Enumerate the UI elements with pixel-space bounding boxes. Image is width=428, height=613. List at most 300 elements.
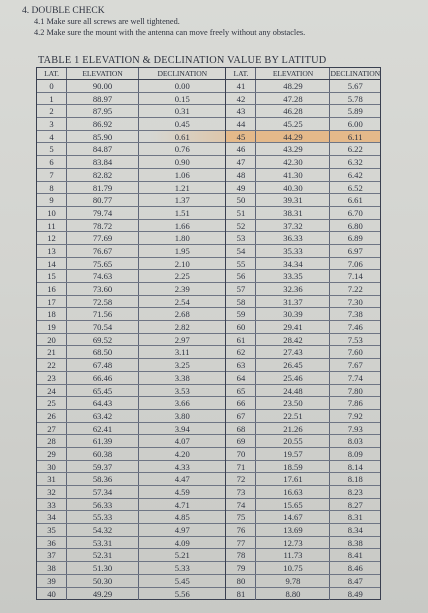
elevation-cell: 65.45 (67, 385, 139, 397)
header-declination: DECLINATION (157, 69, 207, 78)
table-row (37, 270, 225, 283)
table-row (226, 93, 380, 106)
lat-cell: 4 (37, 131, 67, 143)
lat-cell: 80 (226, 575, 256, 587)
lat-cell: 14 (37, 258, 67, 270)
declination-cell: 0.90 (174, 157, 190, 168)
declination-cell: 7.38 (347, 309, 363, 320)
declination-cell: 2.97 (174, 334, 190, 345)
lat-cell: 50 (226, 194, 256, 206)
header-declination: DECLINATION (330, 69, 380, 78)
elevation-cell: 30.39 (256, 308, 330, 320)
lat-cell: 70 (226, 448, 256, 460)
table-row (226, 258, 380, 271)
elevation-cell: 21.26 (256, 423, 330, 435)
declination-cell: 7.53 (347, 334, 363, 345)
lat-cell: 66 (226, 397, 256, 409)
table-row (226, 537, 380, 550)
declination-cell: 5.89 (347, 106, 363, 117)
table-row (226, 169, 380, 182)
lat-cell: 25 (37, 397, 67, 409)
declination-cell: 5.78 (347, 93, 363, 104)
declination-cell: 7.74 (347, 372, 363, 383)
lat-cell: 11 (37, 220, 67, 232)
table-row (226, 334, 380, 347)
declination-cell: 3.66 (174, 398, 190, 409)
lat-cell: 73 (226, 486, 256, 498)
table-row (37, 499, 225, 512)
elevation-cell: 37.32 (256, 220, 330, 232)
table-row (37, 143, 225, 156)
elevation-cell: 26.45 (256, 359, 330, 371)
lat-cell: 55 (226, 258, 256, 270)
declination-cell: 8.27 (347, 499, 363, 510)
declination-cell: 7.06 (347, 258, 363, 269)
declination-cell: 6.70 (347, 207, 363, 218)
elevation-cell: 17.61 (256, 473, 330, 485)
table-title: TABLE 1 ELEVATION & DECLINATION VALUE BY LATITUD (38, 55, 327, 66)
lat-cell: 69 (226, 435, 256, 447)
elevation-cell: 22.51 (256, 410, 330, 422)
table-row (37, 245, 225, 258)
elevation-cell: 84.87 (67, 143, 139, 155)
lat-cell: 15 (37, 270, 67, 282)
elevation-cell: 27.43 (256, 346, 330, 358)
declination-cell: 7.60 (347, 347, 363, 358)
elevation-cell: 61.39 (67, 435, 139, 447)
declination-cell: 3.38 (174, 372, 190, 383)
table-row (226, 182, 380, 195)
elevation-cell: 12.73 (256, 537, 330, 549)
elevation-cell: 18.59 (256, 461, 330, 473)
lat-cell: 38 (37, 562, 67, 574)
declination-cell: 8.47 (347, 575, 363, 586)
elevation-cell: 70.54 (67, 321, 139, 333)
table-row (37, 461, 225, 474)
table-row (226, 385, 380, 398)
declination-cell: 2.39 (174, 284, 190, 294)
elevation-cell: 53.31 (67, 537, 139, 549)
table-row (226, 80, 380, 93)
table-row (226, 245, 380, 258)
lat-cell: 0 (37, 80, 67, 92)
table-row (37, 169, 225, 182)
elevation-cell: 50.30 (67, 575, 139, 587)
declination-cell: 5.33 (174, 563, 190, 574)
declination-cell: 8.03 (347, 436, 363, 447)
table-row (37, 232, 225, 245)
elevation-cell: 14.67 (256, 511, 330, 523)
table-row (37, 537, 225, 550)
table-block-right (226, 68, 380, 599)
table-row (226, 549, 380, 562)
elevation-cell: 33.35 (256, 270, 330, 282)
elevation-cell: 64.43 (67, 397, 139, 409)
declination-cell: 3.53 (174, 385, 190, 396)
elevation-cell: 36.33 (256, 232, 330, 244)
declination-cell: 7.22 (347, 284, 363, 294)
declination-cell: 4.59 (174, 487, 190, 497)
lat-cell: 34 (37, 511, 67, 523)
table-row (226, 105, 380, 118)
declination-cell: 8.14 (347, 461, 363, 472)
declination-cell: 8.31 (347, 512, 363, 523)
elevation-declination-table (36, 67, 381, 600)
lat-cell: 28 (37, 435, 67, 447)
elevation-cell: 13.69 (256, 524, 330, 536)
declination-cell: 7.86 (347, 398, 363, 409)
table-row (37, 93, 225, 106)
table-row (37, 296, 225, 309)
lat-cell: 44 (226, 118, 256, 130)
elevation-cell: 73.60 (67, 283, 139, 295)
lat-cell: 67 (226, 410, 256, 422)
elevation-cell: 47.28 (256, 93, 330, 105)
table-row (37, 588, 225, 601)
elevation-cell: 32.36 (256, 283, 330, 295)
table-row (37, 359, 225, 372)
declination-cell: 4.07 (174, 436, 190, 447)
section-heading: 4. DOUBLE CHECK (22, 6, 105, 16)
elevation-cell: 55.33 (67, 511, 139, 523)
declination-cell: 5.45 (174, 575, 190, 586)
elevation-cell: 79.74 (67, 207, 139, 219)
lat-cell: 52 (226, 220, 256, 232)
lat-cell: 63 (226, 359, 256, 371)
table-row (37, 397, 225, 410)
lat-cell: 20 (37, 334, 67, 346)
lat-cell: 35 (37, 524, 67, 536)
lat-cell: 60 (226, 321, 256, 333)
declination-cell: 8.34 (347, 525, 363, 536)
lat-cell: 18 (37, 308, 67, 320)
table-row (226, 588, 380, 601)
elevation-cell: 44.29 (256, 131, 330, 143)
declination-cell: 4.47 (174, 474, 190, 485)
table-row (37, 118, 225, 131)
declination-cell: 4.33 (174, 461, 190, 472)
table-row (226, 372, 380, 385)
lat-cell: 36 (37, 537, 67, 549)
elevation-cell: 87.95 (67, 105, 139, 117)
table-row (226, 270, 380, 283)
elevation-cell: 25.46 (256, 372, 330, 384)
elevation-cell: 24.48 (256, 385, 330, 397)
table-row (37, 575, 225, 588)
elevation-cell: 15.65 (256, 499, 330, 511)
declination-cell: 2.54 (174, 296, 190, 307)
lat-cell: 37 (37, 549, 67, 561)
lat-cell: 8 (37, 182, 67, 194)
elevation-cell: 10.75 (256, 562, 330, 574)
table-row (37, 283, 225, 296)
lat-cell: 58 (226, 296, 256, 308)
table-row (37, 220, 225, 233)
table-row (37, 321, 225, 334)
lat-cell: 17 (37, 296, 67, 308)
declination-cell: 0.00 (174, 81, 190, 91)
table-row (37, 486, 225, 499)
declination-cell: 1.51 (174, 207, 190, 218)
declination-cell: 6.32 (347, 157, 363, 168)
lat-cell: 61 (226, 334, 256, 346)
declination-cell: 7.93 (347, 423, 363, 434)
lat-cell: 9 (37, 194, 67, 206)
lat-cell: 3 (37, 118, 67, 130)
table-row (37, 131, 225, 144)
declination-cell: 0.31 (174, 106, 190, 117)
table-row (226, 220, 380, 233)
elevation-cell: 71.56 (67, 308, 139, 320)
declination-cell: 7.67 (347, 360, 363, 371)
elevation-cell: 62.41 (67, 423, 139, 435)
lat-cell: 53 (226, 232, 256, 244)
declination-cell: 8.38 (347, 537, 363, 548)
table-row (37, 182, 225, 195)
lat-cell: 6 (37, 156, 67, 168)
lat-cell: 57 (226, 283, 256, 295)
table-row (226, 448, 380, 461)
declination-cell: 1.95 (174, 245, 190, 256)
declination-cell: 4.09 (174, 537, 190, 548)
lat-cell: 65 (226, 385, 256, 397)
lat-cell: 5 (37, 143, 67, 155)
declination-cell: 6.80 (347, 220, 363, 231)
elevation-cell: 66.46 (67, 372, 139, 384)
elevation-cell: 78.72 (67, 220, 139, 232)
elevation-cell: 86.92 (67, 118, 139, 130)
lat-cell: 43 (226, 105, 256, 117)
declination-cell: 7.14 (347, 271, 363, 282)
table-row (226, 486, 380, 499)
elevation-cell: 51.30 (67, 562, 139, 574)
elevation-cell: 9.78 (256, 575, 330, 587)
table-row (226, 562, 380, 575)
declination-cell: 6.11 (347, 131, 363, 142)
elevation-cell: 82.82 (67, 169, 139, 181)
lat-cell: 32 (37, 486, 67, 498)
declination-cell: 6.61 (347, 195, 363, 206)
table-row (37, 194, 225, 207)
elevation-cell: 76.67 (67, 245, 139, 257)
declination-cell: 3.25 (174, 360, 190, 371)
elevation-cell: 54.32 (67, 524, 139, 536)
elevation-cell: 81.79 (67, 182, 139, 194)
table-header-row (226, 68, 380, 80)
header-elevation: ELEVATION (256, 68, 330, 79)
declination-cell: 6.89 (347, 233, 363, 244)
elevation-cell: 57.34 (67, 486, 139, 498)
lat-cell: 26 (37, 410, 67, 422)
table-row (37, 156, 225, 169)
elevation-cell: 68.50 (67, 346, 139, 358)
declination-cell: 1.37 (174, 195, 190, 206)
elevation-cell: 45.25 (256, 118, 330, 130)
table-row (37, 385, 225, 398)
declination-cell: 5.67 (347, 81, 363, 91)
lat-cell: 71 (226, 461, 256, 473)
table-row (37, 105, 225, 118)
lat-cell: 41 (226, 80, 256, 92)
declination-cell: 0.76 (174, 144, 190, 155)
table-block-left (37, 68, 226, 599)
declination-cell: 6.22 (347, 144, 363, 155)
lat-cell: 31 (37, 473, 67, 485)
declination-cell: 0.45 (174, 119, 190, 130)
elevation-cell: 90.00 (67, 80, 139, 92)
lat-cell: 77 (226, 537, 256, 549)
declination-cell: 8.23 (347, 487, 363, 497)
lat-cell: 51 (226, 207, 256, 219)
elevation-cell: 52.31 (67, 549, 139, 561)
lat-cell: 79 (226, 562, 256, 574)
elevation-cell: 43.29 (256, 143, 330, 155)
header-lat: LAT. (226, 68, 256, 79)
elevation-cell: 77.69 (67, 232, 139, 244)
declination-cell: 4.71 (174, 499, 190, 510)
elevation-cell: 63.42 (67, 410, 139, 422)
elevation-cell: 80.77 (67, 194, 139, 206)
declination-cell: 0.15 (174, 93, 190, 104)
lat-cell: 27 (37, 423, 67, 435)
lat-cell: 30 (37, 461, 67, 473)
elevation-cell: 49.29 (67, 588, 139, 601)
lat-cell: 62 (226, 346, 256, 358)
table-row (37, 207, 225, 220)
declination-cell: 8.49 (347, 588, 363, 599)
lat-cell: 49 (226, 182, 256, 194)
table-row (37, 435, 225, 448)
lat-cell: 33 (37, 499, 67, 511)
elevation-cell: 48.29 (256, 80, 330, 92)
declination-cell: 2.82 (174, 322, 190, 333)
table-header-row (37, 68, 225, 80)
elevation-cell: 74.63 (67, 270, 139, 282)
elevation-cell: 56.33 (67, 499, 139, 511)
table-row (37, 423, 225, 436)
header-lat: LAT. (37, 68, 67, 79)
lat-cell: 13 (37, 245, 67, 257)
declination-cell: 5.21 (174, 550, 190, 561)
declination-cell: 6.00 (347, 119, 363, 130)
table-row (226, 423, 380, 436)
table-row (226, 397, 380, 410)
table-row (226, 194, 380, 207)
lat-cell: 81 (226, 588, 256, 601)
declination-cell: 0.61 (174, 131, 190, 142)
declination-cell: 1.80 (174, 233, 190, 244)
declination-cell: 7.92 (347, 410, 363, 421)
table-row (226, 575, 380, 588)
declination-cell: 8.46 (347, 563, 363, 574)
declination-cell: 6.52 (347, 182, 363, 193)
table-row (226, 143, 380, 156)
elevation-cell: 72.58 (67, 296, 139, 308)
table-row (226, 461, 380, 474)
elevation-cell: 8.80 (256, 588, 330, 601)
declination-cell: 4.20 (174, 448, 190, 459)
elevation-cell: 38.31 (256, 207, 330, 219)
elevation-cell: 83.84 (67, 156, 139, 168)
declination-cell: 1.06 (174, 169, 190, 180)
elevation-cell: 40.30 (256, 182, 330, 194)
lat-cell: 16 (37, 283, 67, 295)
lat-cell: 47 (226, 156, 256, 168)
declination-cell: 7.80 (347, 385, 363, 396)
elevation-cell: 35.33 (256, 245, 330, 257)
table-row (37, 448, 225, 461)
lat-cell: 74 (226, 499, 256, 511)
table-row (226, 473, 380, 486)
declination-cell: 3.11 (174, 347, 190, 358)
declination-cell: 1.21 (174, 182, 190, 193)
table-row (37, 334, 225, 347)
elevation-cell: 28.42 (256, 334, 330, 346)
declination-cell: 6.42 (347, 169, 363, 180)
elevation-cell: 59.37 (67, 461, 139, 473)
table-row (37, 80, 225, 93)
elevation-cell: 19.57 (256, 448, 330, 460)
declination-cell: 7.30 (347, 296, 363, 307)
lat-cell: 56 (226, 270, 256, 282)
declination-cell: 2.10 (174, 258, 190, 269)
lat-cell: 46 (226, 143, 256, 155)
lat-cell: 24 (37, 385, 67, 397)
lat-cell: 40 (37, 588, 67, 601)
lat-cell: 72 (226, 473, 256, 485)
elevation-cell: 39.31 (256, 194, 330, 206)
header-elevation: ELEVATION (67, 68, 139, 79)
declination-cell: 4.97 (174, 525, 190, 536)
elevation-cell: 41.30 (256, 169, 330, 181)
table-row (37, 549, 225, 562)
lat-cell: 76 (226, 524, 256, 536)
table-row (37, 524, 225, 537)
table-row (37, 562, 225, 575)
elevation-cell: 46.28 (256, 105, 330, 117)
elevation-cell: 16.63 (256, 486, 330, 498)
table-row (226, 118, 380, 131)
declination-cell: 8.18 (347, 474, 363, 485)
elevation-cell: 42.30 (256, 156, 330, 168)
declination-cell: 3.80 (174, 410, 190, 421)
table-row (226, 232, 380, 245)
lat-cell: 45 (226, 131, 256, 143)
table-row-highlighted (226, 131, 380, 144)
elevation-cell: 34.34 (256, 258, 330, 270)
elevation-cell: 29.41 (256, 321, 330, 333)
table-row (226, 359, 380, 372)
lat-cell: 42 (226, 93, 256, 105)
lat-cell: 22 (37, 359, 67, 371)
elevation-cell: 20.55 (256, 435, 330, 447)
table-row (226, 296, 380, 309)
lat-cell: 19 (37, 321, 67, 333)
table-row (226, 410, 380, 423)
declination-cell: 1.66 (174, 220, 190, 231)
elevation-cell: 67.48 (67, 359, 139, 371)
declination-cell: 4.85 (174, 512, 190, 523)
lat-cell: 29 (37, 448, 67, 460)
step-4-1: 4.1 Make sure all screws are well tightened. (34, 17, 180, 26)
lat-cell: 75 (226, 511, 256, 523)
lat-cell: 78 (226, 549, 256, 561)
declination-cell: 7.46 (347, 322, 363, 333)
table-row (226, 499, 380, 512)
lat-cell: 1 (37, 93, 67, 105)
lat-cell: 2 (37, 105, 67, 117)
lat-cell: 7 (37, 169, 67, 181)
